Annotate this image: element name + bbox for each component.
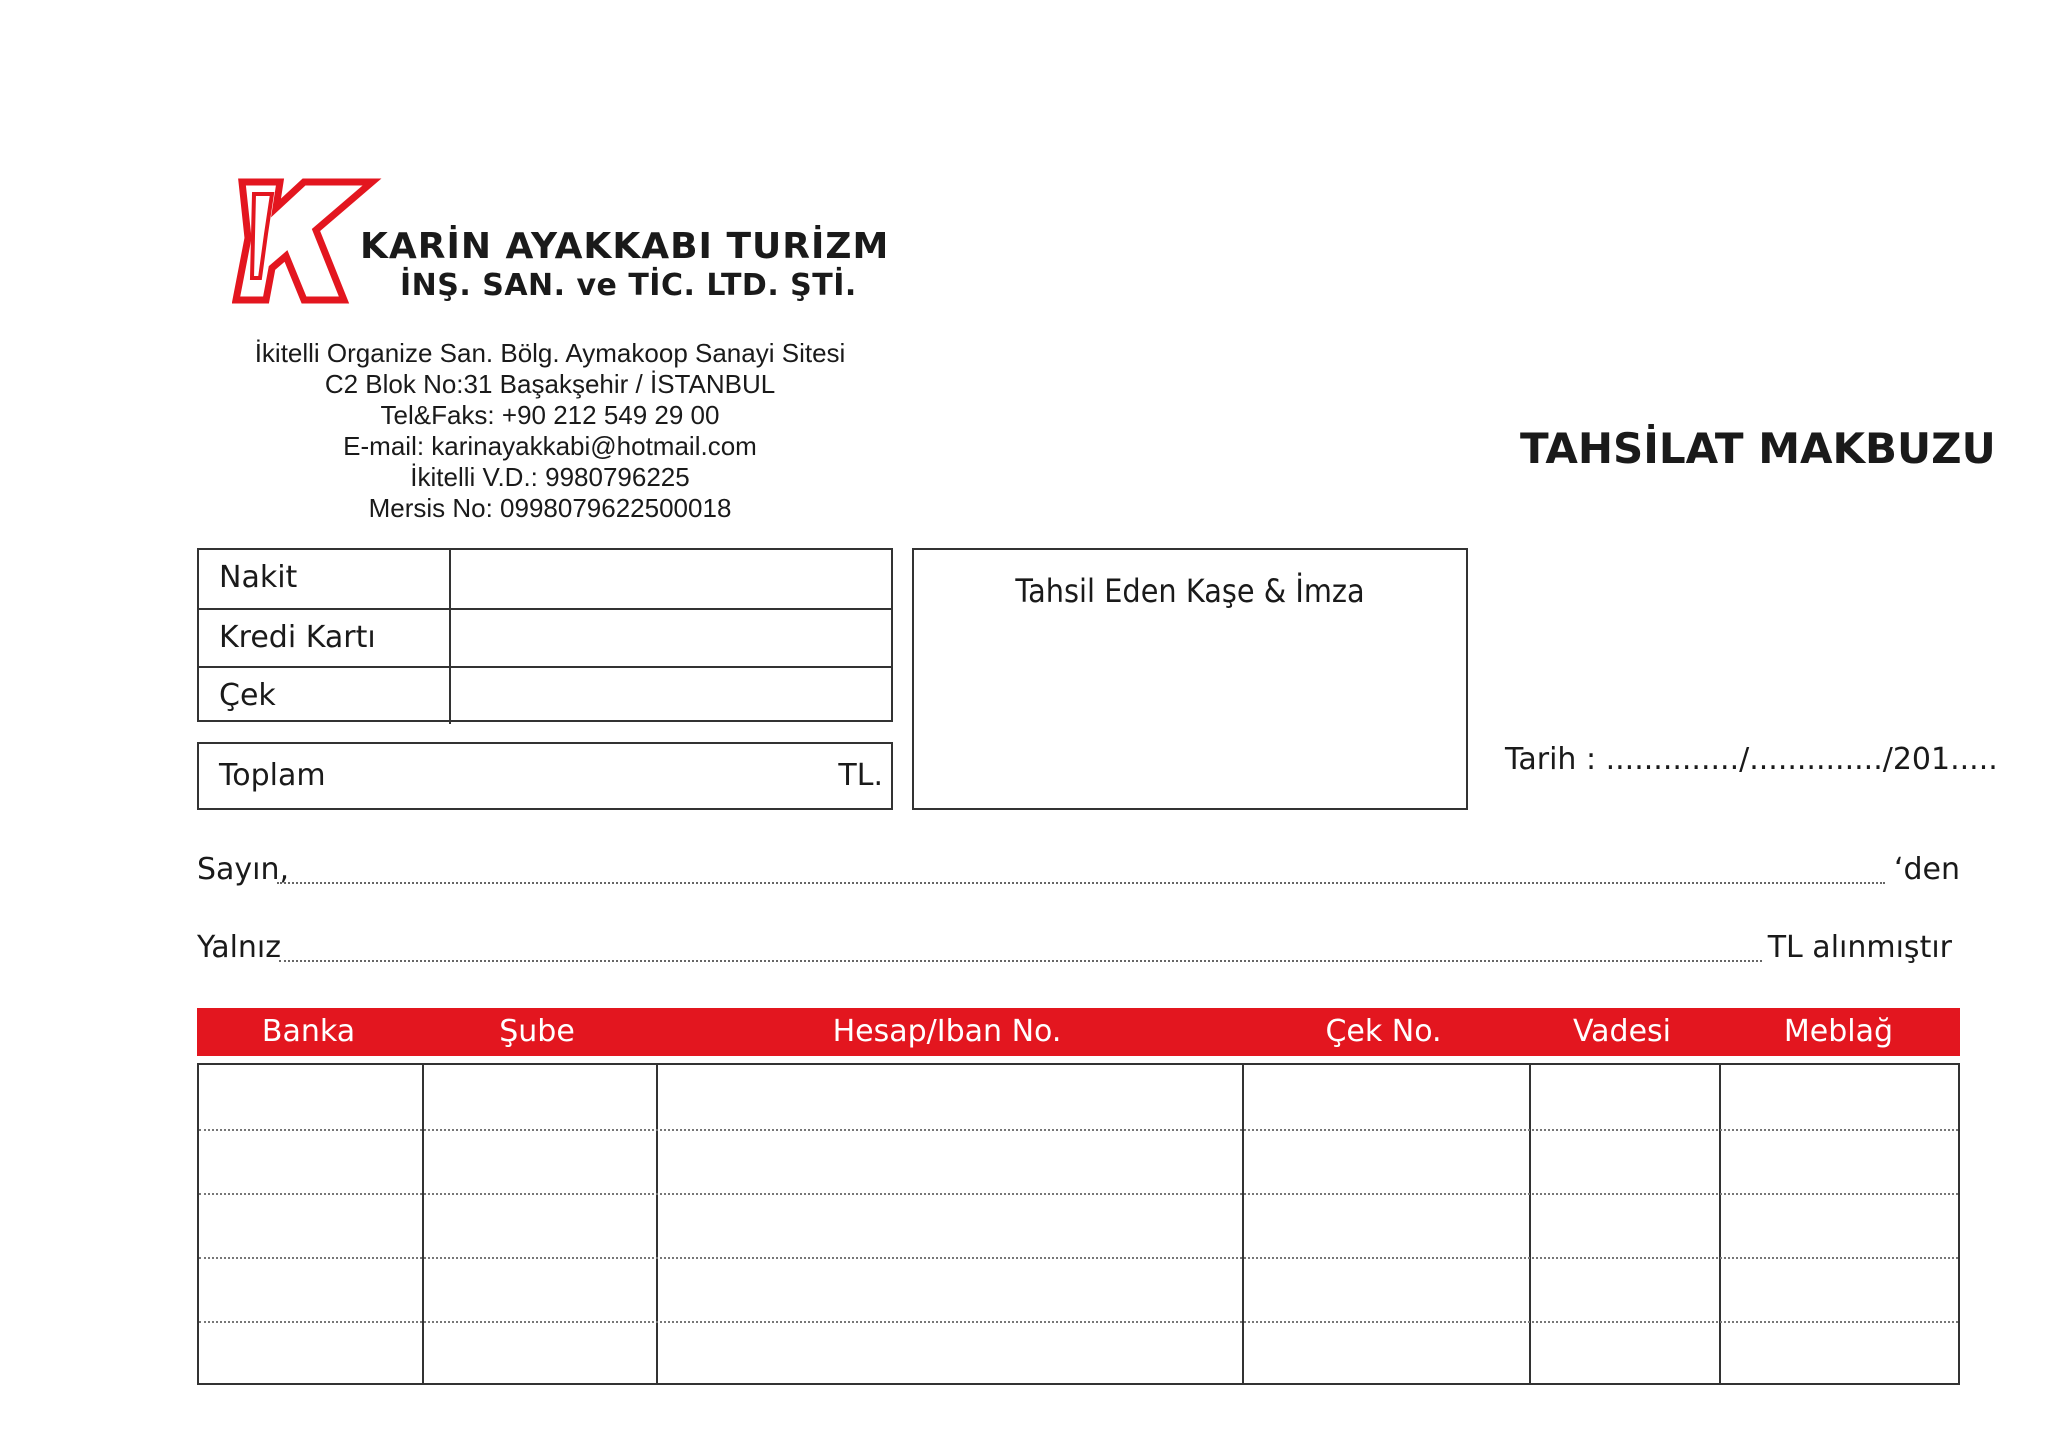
total-label: Toplam: [219, 758, 326, 793]
mersis-line: Mersis No: 0998079622500018: [368, 493, 732, 523]
company-legal-suffix: İNŞ. SAN. ve TİC. LTD. ŞTİ.: [400, 268, 857, 303]
tax-office-line: İkitelli V.D.: 9980796225: [410, 462, 690, 492]
amount-words-suffix: TL alınmıştır: [1767, 930, 1952, 965]
payer-dotted-line: [277, 882, 1885, 884]
payer-label: Sayın,: [197, 852, 290, 887]
payment-row-credit-card: [199, 608, 891, 666]
total-unit: TL.: [838, 758, 883, 793]
address-line-1: İkitelli Organize San. Bölg. Aymakoop Sanayi Sitesi: [254, 338, 846, 368]
column-header-branch: Şube: [499, 1014, 575, 1049]
document-title: TAHSİLAT MAKBUZU: [1520, 424, 1996, 473]
company-name: KARİN AYAKKABI TURİZM: [360, 226, 890, 267]
phone-line: Tel&Faks: +90 212 549 29 00: [380, 400, 720, 430]
payment-method-box: [197, 548, 893, 722]
column-header-due-date: Vadesi: [1572, 1014, 1672, 1049]
column-header-bank: Banka: [261, 1014, 356, 1049]
payment-label-cheque: Çek: [219, 678, 276, 713]
payment-label-credit-card: Kredi Kartı: [219, 620, 376, 655]
column-header-cheque-no: Çek No.: [1325, 1014, 1442, 1049]
stamp-signature-box: [912, 548, 1468, 810]
email-line: E-mail: karinayakkabi@hotmail.com: [343, 431, 757, 461]
date-field: Tarih : ............../............../201.....: [1505, 742, 1998, 777]
payer-line: [197, 852, 1960, 892]
cheque-table-header: [197, 1008, 1960, 1056]
payer-suffix: ‘den: [1893, 852, 1960, 887]
column-header-account-iban: Hesap/Iban No.: [832, 1014, 1062, 1049]
cheque-table-body: [197, 1063, 1960, 1385]
table-row: [199, 1193, 1958, 1195]
table-row: [199, 1257, 1958, 1259]
payment-row-cheque: [199, 666, 891, 724]
table-row: [199, 1321, 1958, 1323]
payment-row-cash: [199, 550, 891, 608]
amount-words-line: [197, 930, 1960, 970]
stamp-signature-label: Tahsil Eden Kaşe & İmza: [1015, 572, 1365, 610]
table-row: [199, 1129, 1958, 1131]
amount-words-label: Yalnız: [197, 930, 282, 965]
payment-label-cash: Nakit: [219, 560, 298, 595]
total-box: [197, 742, 893, 810]
address-line-2: C2 Blok No:31 Başakşehir / İSTANBUL: [324, 369, 776, 399]
amount-dotted-line: [279, 960, 1762, 962]
column-header-amount: Meblağ: [1783, 1014, 1894, 1049]
